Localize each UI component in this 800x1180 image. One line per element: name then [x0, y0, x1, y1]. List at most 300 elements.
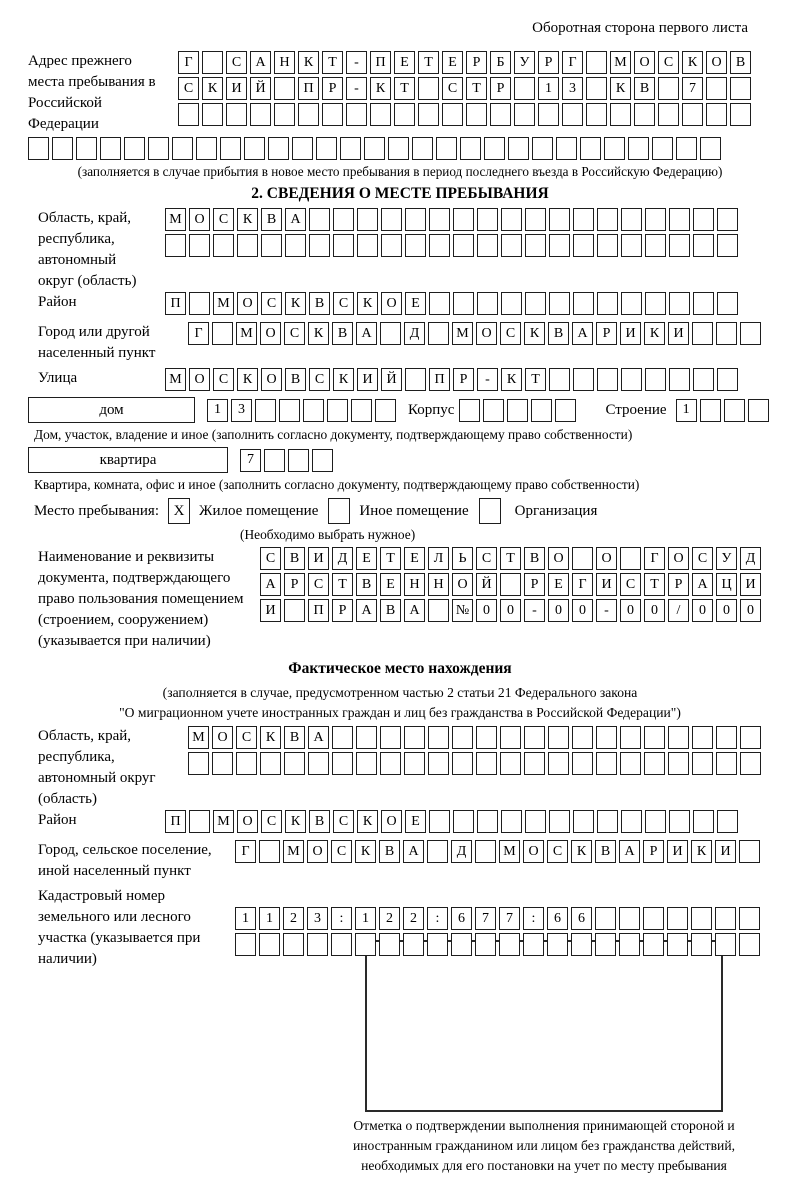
char-cell[interactable] [331, 933, 352, 956]
char-cell[interactable]: О [476, 322, 497, 345]
char-cell[interactable] [619, 907, 640, 930]
char-cell[interactable] [621, 234, 642, 257]
char-cell[interactable] [621, 368, 642, 391]
char-cell[interactable] [715, 933, 736, 956]
char-cell[interactable] [668, 726, 689, 749]
char-cell[interactable]: Р [284, 573, 305, 596]
char-cell[interactable]: А [403, 840, 424, 863]
char-cell[interactable] [645, 234, 666, 257]
char-cell[interactable] [427, 840, 448, 863]
char-cell[interactable] [597, 810, 618, 833]
char-cell[interactable]: А [285, 208, 306, 231]
char-cell[interactable]: П [370, 51, 391, 74]
char-cell[interactable] [693, 234, 714, 257]
char-cell[interactable] [573, 368, 594, 391]
char-cell[interactable]: В [524, 547, 545, 570]
char-cell[interactable] [356, 726, 377, 749]
char-cell[interactable] [380, 322, 401, 345]
char-cell[interactable] [260, 752, 281, 775]
char-cell[interactable] [429, 292, 450, 315]
char-cell[interactable] [403, 933, 424, 956]
char-cell[interactable] [255, 399, 276, 422]
char-cell[interactable] [279, 399, 300, 422]
char-cell[interactable]: М [610, 51, 631, 74]
char-cell[interactable]: 1 [676, 399, 697, 422]
char-cell[interactable] [597, 234, 618, 257]
char-cell[interactable]: У [716, 547, 737, 570]
char-cell[interactable]: У [514, 51, 535, 74]
char-cell[interactable]: 0 [620, 599, 641, 622]
char-cell[interactable]: Н [274, 51, 295, 74]
char-cell[interactable]: Р [332, 599, 353, 622]
char-cell[interactable] [716, 322, 737, 345]
char-cell[interactable]: Д [332, 547, 353, 570]
char-cell[interactable] [357, 208, 378, 231]
char-cell[interactable] [404, 726, 425, 749]
char-cell[interactable]: Г [562, 51, 583, 74]
char-cell[interactable] [189, 292, 210, 315]
char-cell[interactable] [76, 137, 97, 160]
char-cell[interactable]: В [309, 810, 330, 833]
char-cell[interactable]: К [610, 77, 631, 100]
char-cell[interactable]: К [333, 368, 354, 391]
char-cell[interactable] [356, 752, 377, 775]
char-cell[interactable]: Р [466, 51, 487, 74]
char-cell[interactable]: Н [404, 573, 425, 596]
char-cell[interactable] [548, 726, 569, 749]
char-cell[interactable] [716, 752, 737, 775]
char-cell[interactable]: 2 [403, 907, 424, 930]
char-cell[interactable]: 7 [240, 449, 261, 472]
char-cell[interactable]: О [212, 726, 233, 749]
char-cell[interactable]: О [189, 208, 210, 231]
char-cell[interactable] [692, 726, 713, 749]
char-cell[interactable] [428, 752, 449, 775]
char-cell[interactable] [307, 933, 328, 956]
char-cell[interactable]: 0 [500, 599, 521, 622]
char-cell[interactable] [477, 234, 498, 257]
char-cell[interactable]: О [548, 547, 569, 570]
char-cell[interactable] [580, 137, 601, 160]
char-cell[interactable] [501, 234, 522, 257]
char-cell[interactable] [483, 399, 504, 422]
char-cell[interactable]: В [548, 322, 569, 345]
char-cell[interactable] [586, 51, 607, 74]
char-cell[interactable] [189, 810, 210, 833]
char-cell[interactable] [572, 726, 593, 749]
char-cell[interactable] [466, 103, 487, 126]
char-cell[interactable] [597, 208, 618, 231]
char-cell[interactable]: С [620, 573, 641, 596]
char-cell[interactable]: О [381, 810, 402, 833]
char-cell[interactable] [100, 137, 121, 160]
char-cell[interactable] [692, 322, 713, 345]
char-cell[interactable] [573, 292, 594, 315]
char-cell[interactable] [658, 77, 679, 100]
char-cell[interactable] [595, 907, 616, 930]
char-cell[interactable]: С [309, 368, 330, 391]
char-cell[interactable]: С [442, 77, 463, 100]
char-cell[interactable] [525, 234, 546, 257]
char-cell[interactable] [429, 810, 450, 833]
char-cell[interactable] [213, 234, 234, 257]
char-cell[interactable]: К [501, 368, 522, 391]
char-cell[interactable] [453, 208, 474, 231]
char-cell[interactable]: К [355, 840, 376, 863]
char-cell[interactable]: : [331, 907, 352, 930]
char-cell[interactable] [381, 208, 402, 231]
char-cell[interactable]: С [308, 573, 329, 596]
char-cell[interactable] [586, 103, 607, 126]
residential-premises-checkbox[interactable]: X [168, 498, 190, 524]
char-cell[interactable]: О [523, 840, 544, 863]
char-cell[interactable] [332, 726, 353, 749]
char-cell[interactable] [475, 933, 496, 956]
char-cell[interactable] [332, 752, 353, 775]
char-cell[interactable] [412, 137, 433, 160]
char-cell[interactable]: Р [490, 77, 511, 100]
char-cell[interactable] [634, 103, 655, 126]
char-cell[interactable] [717, 368, 738, 391]
char-cell[interactable] [667, 907, 688, 930]
char-cell[interactable]: О [260, 322, 281, 345]
char-cell[interactable] [303, 399, 324, 422]
char-cell[interactable]: Б [490, 51, 511, 74]
char-cell[interactable]: Е [394, 51, 415, 74]
char-cell[interactable] [250, 103, 271, 126]
char-cell[interactable]: А [619, 840, 640, 863]
char-cell[interactable]: Т [525, 368, 546, 391]
char-cell[interactable] [691, 933, 712, 956]
char-cell[interactable] [244, 137, 265, 160]
char-cell[interactable]: О [307, 840, 328, 863]
char-cell[interactable] [284, 599, 305, 622]
char-cell[interactable] [427, 933, 448, 956]
char-cell[interactable] [284, 752, 305, 775]
char-cell[interactable] [644, 752, 665, 775]
char-cell[interactable] [379, 933, 400, 956]
char-cell[interactable] [475, 840, 496, 863]
char-cell[interactable]: С [333, 292, 354, 315]
char-cell[interactable] [619, 933, 640, 956]
char-cell[interactable]: Р [668, 573, 689, 596]
char-cell[interactable] [730, 103, 751, 126]
char-cell[interactable] [596, 752, 617, 775]
char-cell[interactable] [418, 103, 439, 126]
char-cell[interactable] [621, 810, 642, 833]
char-cell[interactable]: 0 [740, 599, 761, 622]
char-cell[interactable] [730, 77, 751, 100]
char-cell[interactable] [477, 208, 498, 231]
char-cell[interactable] [394, 103, 415, 126]
char-cell[interactable] [500, 752, 521, 775]
char-cell[interactable] [645, 368, 666, 391]
char-cell[interactable]: М [165, 368, 186, 391]
char-cell[interactable] [202, 103, 223, 126]
char-cell[interactable]: В [284, 547, 305, 570]
char-cell[interactable] [259, 933, 280, 956]
char-cell[interactable]: И [357, 368, 378, 391]
char-cell[interactable]: П [165, 292, 186, 315]
char-cell[interactable]: Т [322, 51, 343, 74]
char-cell[interactable]: И [715, 840, 736, 863]
char-cell[interactable]: И [667, 840, 688, 863]
char-cell[interactable] [595, 933, 616, 956]
char-cell[interactable]: Е [404, 547, 425, 570]
char-cell[interactable] [676, 137, 697, 160]
char-cell[interactable]: С [476, 547, 497, 570]
char-cell[interactable]: 7 [475, 907, 496, 930]
char-cell[interactable] [333, 208, 354, 231]
organization-checkbox[interactable] [479, 498, 501, 524]
char-cell[interactable]: С [547, 840, 568, 863]
char-cell[interactable] [549, 208, 570, 231]
char-cell[interactable]: Г [188, 322, 209, 345]
char-cell[interactable] [562, 103, 583, 126]
other-premises-checkbox[interactable] [328, 498, 350, 524]
char-cell[interactable]: 1 [207, 399, 228, 422]
char-cell[interactable] [490, 103, 511, 126]
char-cell[interactable] [405, 368, 426, 391]
char-cell[interactable]: О [596, 547, 617, 570]
char-cell[interactable] [124, 137, 145, 160]
char-cell[interactable]: С [284, 322, 305, 345]
char-cell[interactable]: В [356, 573, 377, 596]
char-cell[interactable] [549, 292, 570, 315]
char-cell[interactable]: Е [356, 547, 377, 570]
char-cell[interactable] [523, 933, 544, 956]
char-cell[interactable] [524, 726, 545, 749]
char-cell[interactable]: П [429, 368, 450, 391]
char-cell[interactable] [571, 933, 592, 956]
char-cell[interactable]: 1 [355, 907, 376, 930]
char-cell[interactable] [716, 726, 737, 749]
char-cell[interactable]: М [213, 292, 234, 315]
char-cell[interactable] [621, 292, 642, 315]
char-cell[interactable]: С [261, 292, 282, 315]
char-cell[interactable] [500, 726, 521, 749]
char-cell[interactable] [259, 840, 280, 863]
char-cell[interactable] [514, 77, 535, 100]
char-cell[interactable]: О [237, 810, 258, 833]
char-cell[interactable] [643, 933, 664, 956]
char-cell[interactable] [628, 137, 649, 160]
char-cell[interactable] [418, 77, 439, 100]
char-cell[interactable] [340, 137, 361, 160]
char-cell[interactable]: С [261, 810, 282, 833]
char-cell[interactable]: К [357, 810, 378, 833]
char-cell[interactable] [572, 752, 593, 775]
char-cell[interactable] [597, 292, 618, 315]
char-cell[interactable]: Е [442, 51, 463, 74]
char-cell[interactable]: - [346, 77, 367, 100]
char-cell[interactable]: Г [572, 573, 593, 596]
char-cell[interactable] [645, 208, 666, 231]
char-cell[interactable]: К [260, 726, 281, 749]
char-cell[interactable]: - [346, 51, 367, 74]
char-cell[interactable] [572, 547, 593, 570]
char-cell[interactable]: В [309, 292, 330, 315]
char-cell[interactable] [596, 726, 617, 749]
char-cell[interactable] [404, 752, 425, 775]
char-cell[interactable]: 3 [231, 399, 252, 422]
char-cell[interactable]: С [213, 208, 234, 231]
char-cell[interactable]: О [452, 573, 473, 596]
char-cell[interactable]: А [250, 51, 271, 74]
char-cell[interactable]: Р [322, 77, 343, 100]
char-cell[interactable] [220, 137, 241, 160]
char-cell[interactable] [202, 51, 223, 74]
char-cell[interactable] [212, 322, 233, 345]
char-cell[interactable] [308, 752, 329, 775]
char-cell[interactable] [547, 933, 568, 956]
char-cell[interactable] [476, 752, 497, 775]
char-cell[interactable] [644, 726, 665, 749]
char-cell[interactable] [700, 399, 721, 422]
char-cell[interactable]: А [308, 726, 329, 749]
char-cell[interactable] [380, 752, 401, 775]
char-cell[interactable] [514, 103, 535, 126]
char-cell[interactable] [549, 234, 570, 257]
char-cell[interactable] [451, 933, 472, 956]
apartment-type-field[interactable]: квартира [28, 447, 228, 473]
char-cell[interactable] [148, 137, 169, 160]
char-cell[interactable]: А [404, 599, 425, 622]
char-cell[interactable] [459, 399, 480, 422]
char-cell[interactable] [477, 810, 498, 833]
char-cell[interactable] [235, 933, 256, 956]
char-cell[interactable] [739, 933, 760, 956]
char-cell[interactable] [381, 234, 402, 257]
char-cell[interactable]: : [427, 907, 448, 930]
char-cell[interactable] [525, 292, 546, 315]
char-cell[interactable]: Л [428, 547, 449, 570]
char-cell[interactable]: П [298, 77, 319, 100]
char-cell[interactable] [428, 726, 449, 749]
char-cell[interactable]: 3 [307, 907, 328, 930]
char-cell[interactable] [597, 368, 618, 391]
char-cell[interactable] [285, 234, 306, 257]
char-cell[interactable]: О [706, 51, 727, 74]
char-cell[interactable] [500, 573, 521, 596]
char-cell[interactable]: И [596, 573, 617, 596]
char-cell[interactable] [658, 103, 679, 126]
char-cell[interactable]: К [571, 840, 592, 863]
char-cell[interactable]: Р [643, 840, 664, 863]
char-cell[interactable] [327, 399, 348, 422]
char-cell[interactable]: Т [418, 51, 439, 74]
char-cell[interactable]: В [284, 726, 305, 749]
char-cell[interactable] [178, 103, 199, 126]
char-cell[interactable] [436, 137, 457, 160]
char-cell[interactable]: Т [332, 573, 353, 596]
char-cell[interactable] [452, 726, 473, 749]
char-cell[interactable] [652, 137, 673, 160]
char-cell[interactable] [196, 137, 217, 160]
char-cell[interactable]: К [237, 208, 258, 231]
char-cell[interactable] [309, 234, 330, 257]
char-cell[interactable]: Ц [716, 573, 737, 596]
char-cell[interactable] [237, 234, 258, 257]
char-cell[interactable] [501, 208, 522, 231]
char-cell[interactable] [292, 137, 313, 160]
char-cell[interactable] [621, 208, 642, 231]
char-cell[interactable] [667, 933, 688, 956]
char-cell[interactable] [740, 726, 761, 749]
char-cell[interactable] [555, 399, 576, 422]
char-cell[interactable] [165, 234, 186, 257]
char-cell[interactable]: К [357, 292, 378, 315]
char-cell[interactable]: : [523, 907, 544, 930]
char-cell[interactable]: Г [644, 547, 665, 570]
char-cell[interactable]: Ь [452, 547, 473, 570]
char-cell[interactable] [453, 292, 474, 315]
char-cell[interactable]: И [308, 547, 329, 570]
char-cell[interactable]: Т [500, 547, 521, 570]
char-cell[interactable] [477, 292, 498, 315]
char-cell[interactable] [28, 137, 49, 160]
char-cell[interactable]: И [740, 573, 761, 596]
char-cell[interactable] [288, 449, 309, 472]
char-cell[interactable]: В [380, 599, 401, 622]
house-type-field[interactable]: дом [28, 397, 195, 423]
char-cell[interactable] [538, 103, 559, 126]
char-cell[interactable] [706, 103, 727, 126]
char-cell[interactable] [442, 103, 463, 126]
char-cell[interactable]: Р [453, 368, 474, 391]
char-cell[interactable]: Е [380, 573, 401, 596]
char-cell[interactable] [52, 137, 73, 160]
char-cell[interactable]: С [333, 810, 354, 833]
char-cell[interactable] [525, 208, 546, 231]
char-cell[interactable] [556, 137, 577, 160]
char-cell[interactable] [693, 368, 714, 391]
char-cell[interactable] [212, 752, 233, 775]
char-cell[interactable]: П [308, 599, 329, 622]
char-cell[interactable] [748, 399, 769, 422]
char-cell[interactable]: - [477, 368, 498, 391]
char-cell[interactable] [236, 752, 257, 775]
char-cell[interactable] [346, 103, 367, 126]
char-cell[interactable] [692, 752, 713, 775]
char-cell[interactable]: П [165, 810, 186, 833]
char-cell[interactable] [645, 810, 666, 833]
char-cell[interactable]: Т [644, 573, 665, 596]
char-cell[interactable]: К [298, 51, 319, 74]
char-cell[interactable]: К [691, 840, 712, 863]
char-cell[interactable] [316, 137, 337, 160]
char-cell[interactable] [739, 840, 760, 863]
char-cell[interactable]: О [237, 292, 258, 315]
char-cell[interactable]: Д [740, 547, 761, 570]
char-cell[interactable] [453, 234, 474, 257]
char-cell[interactable] [739, 907, 760, 930]
char-cell[interactable]: 1 [235, 907, 256, 930]
char-cell[interactable] [668, 752, 689, 775]
char-cell[interactable]: 7 [682, 77, 703, 100]
char-cell[interactable]: К [370, 77, 391, 100]
char-cell[interactable]: 0 [692, 599, 713, 622]
char-cell[interactable]: К [202, 77, 223, 100]
char-cell[interactable]: 0 [716, 599, 737, 622]
char-cell[interactable]: Р [524, 573, 545, 596]
char-cell[interactable] [274, 103, 295, 126]
char-cell[interactable]: В [595, 840, 616, 863]
char-cell[interactable]: № [452, 599, 473, 622]
char-cell[interactable]: 6 [571, 907, 592, 930]
char-cell[interactable] [429, 208, 450, 231]
char-cell[interactable] [172, 137, 193, 160]
